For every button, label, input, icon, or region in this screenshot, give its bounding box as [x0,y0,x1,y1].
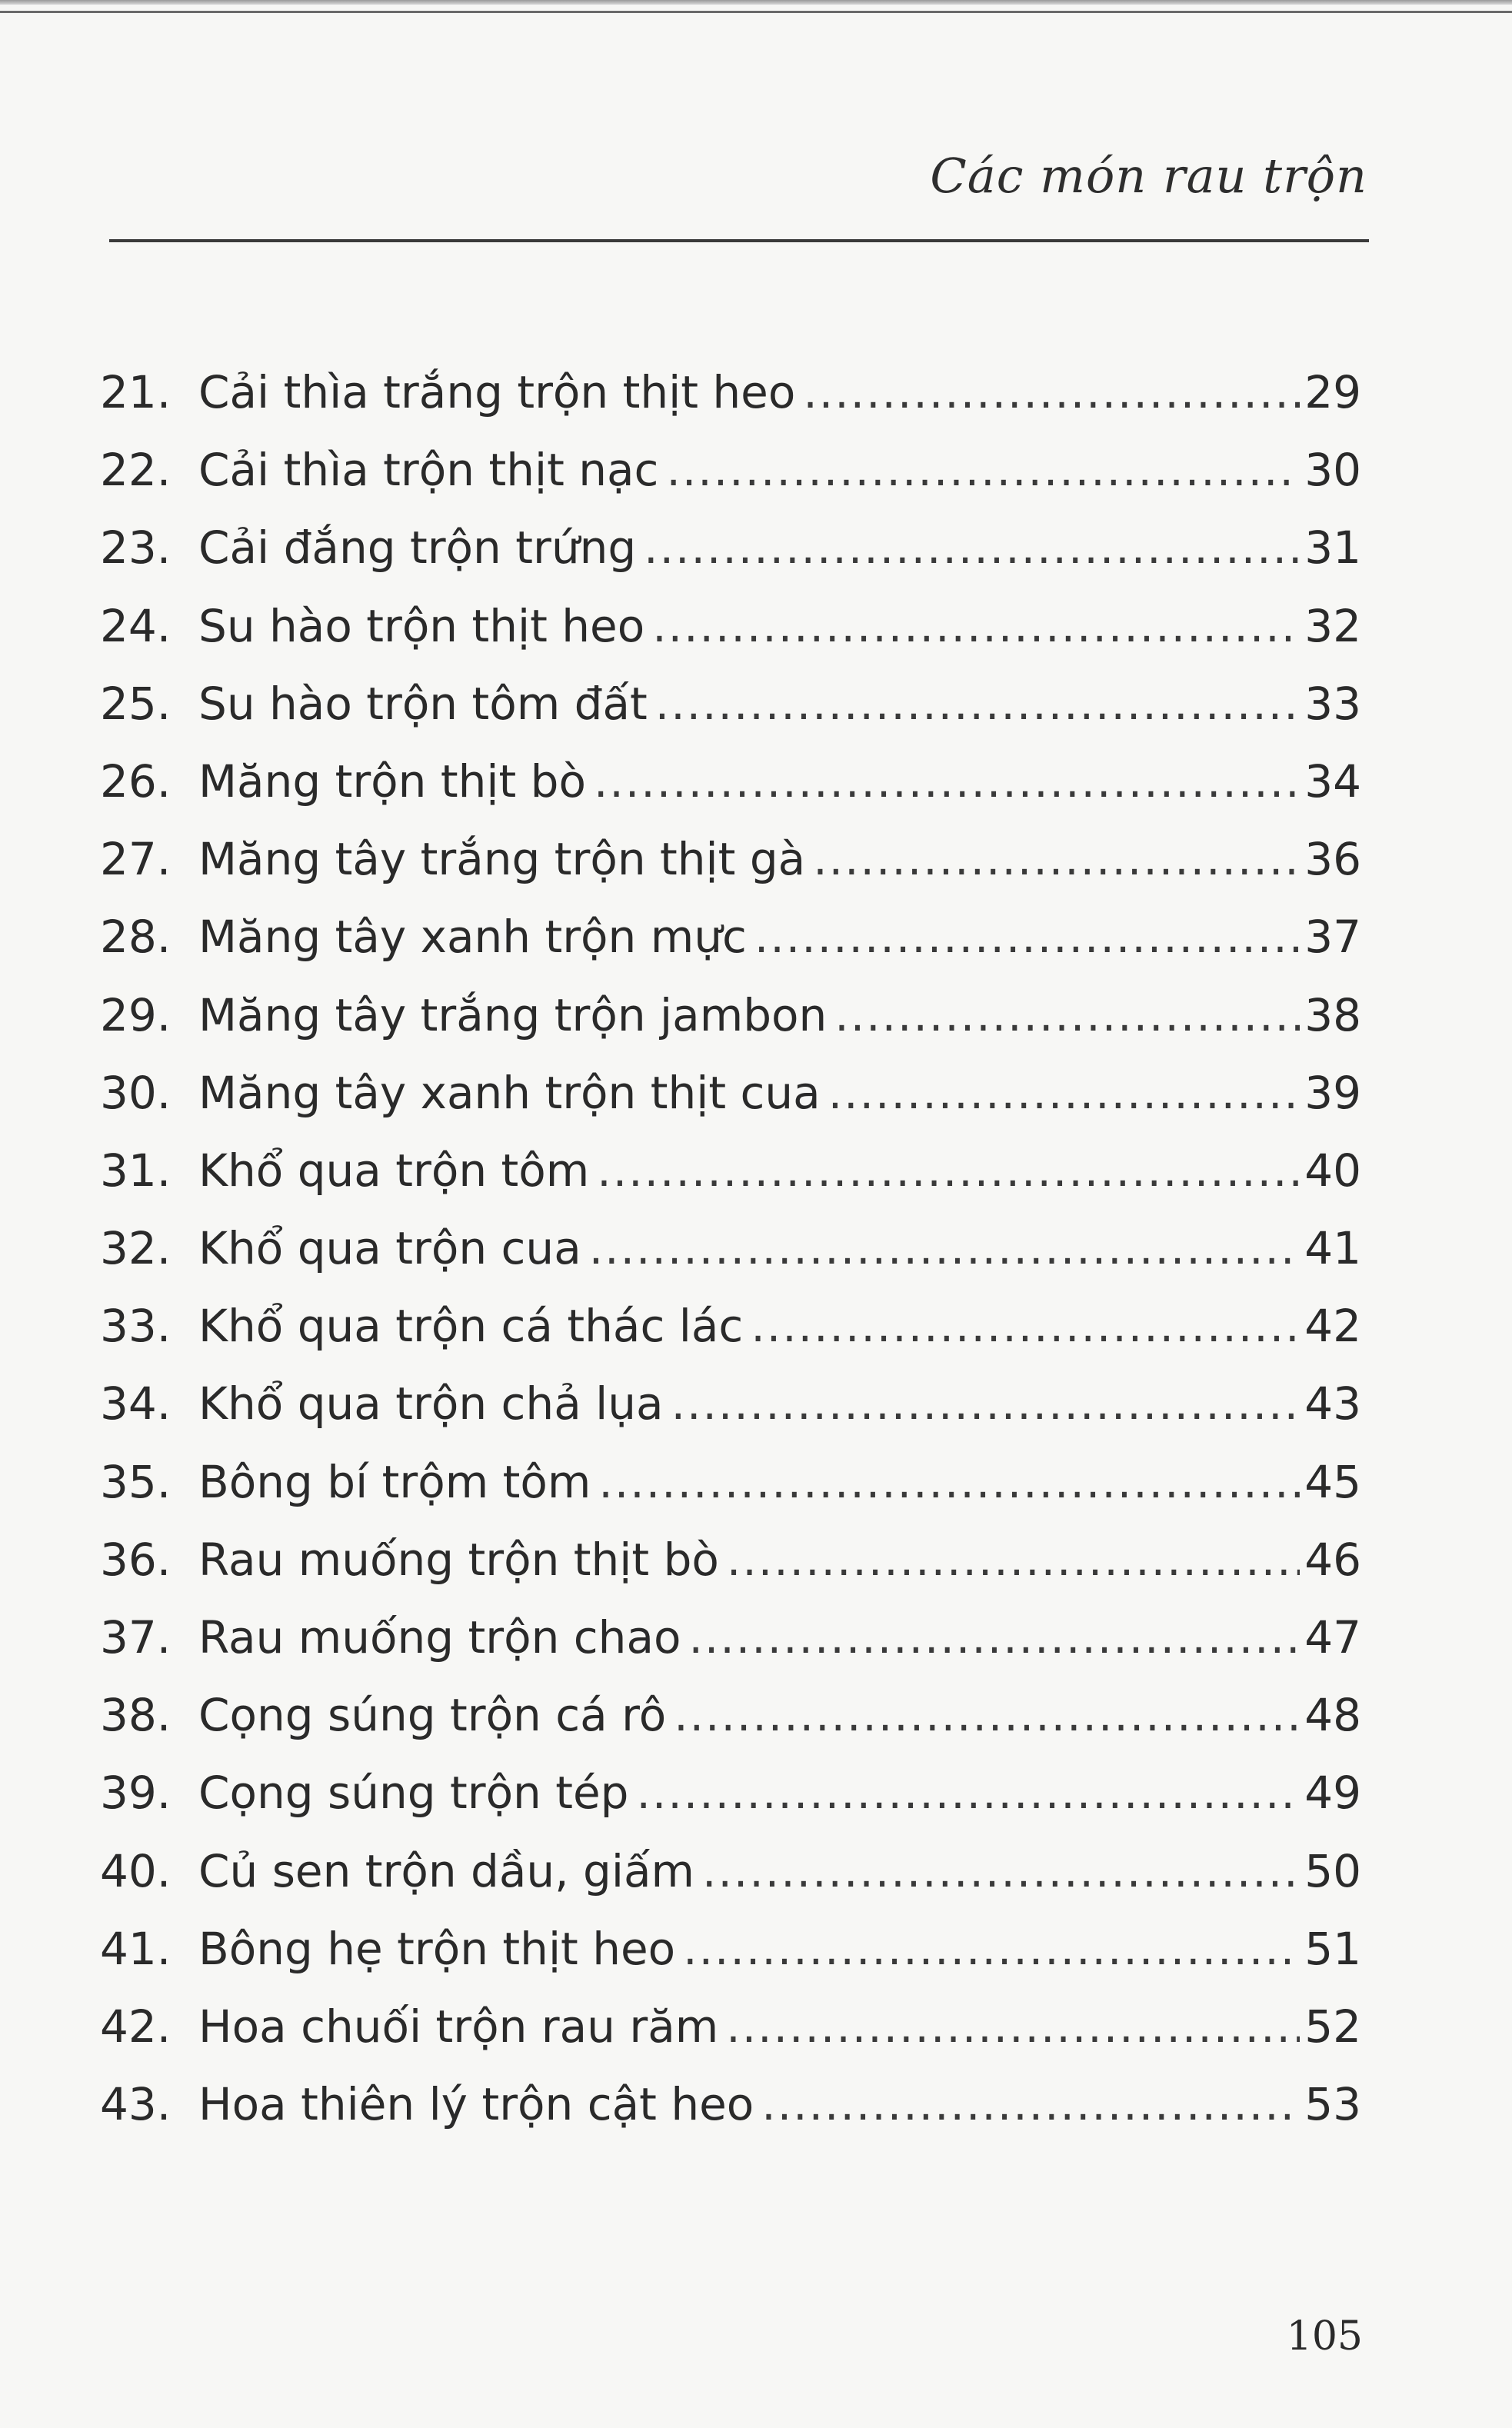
toc-entry-page: 29 [1304,366,1361,418]
toc-entry [100,431,1361,509]
toc-entry-title: Su hào trộn tôm đất [198,677,648,730]
toc-entry-page: 30 [1304,444,1361,497]
toc-entry-title: Su hào trộn thịt heo [198,599,645,652]
toc-entry-title: Măng trộn thịt bò [198,754,586,808]
toc-entry-page: 36 [1304,833,1361,886]
toc-entry [100,977,1361,1054]
toc-entry [100,1754,1361,1832]
toc-entry-page: 49 [1304,1767,1361,1820]
toc-entry-title: Cọng súng trộn cá rô [198,1689,667,1742]
toc-entry-title: Măng tây trắng trộn jambon [198,988,828,1041]
toc-dot-leader [751,1287,1300,1365]
toc-entry [100,1054,1361,1132]
toc-entry-page: 43 [1304,1377,1361,1430]
toc-dot-leader [688,1599,1300,1677]
toc-entry [100,1132,1361,1210]
toc-dot-leader [671,1365,1301,1443]
toc-entry-number: 35. [100,1455,172,1508]
toc-entry [100,1833,1361,1910]
page-number: 105 [1286,2313,1363,2360]
toc-entry-number: 25. [100,677,172,730]
running-header: Các món rau trộn [930,148,1367,204]
toc-dot-leader [674,1677,1300,1754]
toc-entry [100,1365,1361,1443]
toc-entry [100,1444,1361,1521]
toc-dot-leader [761,2066,1300,2143]
table-of-contents [100,354,1361,2143]
toc-entry-page: 48 [1304,1689,1361,1742]
toc-entry-page: 53 [1304,2078,1361,2131]
toc-entry-number: 39. [100,1767,172,1820]
toc-entry-number: 23. [100,521,172,575]
toc-entry-title: Cải đắng trộn trứng [198,521,637,575]
toc-dot-leader [813,821,1300,898]
toc-entry-title: Khổ qua trộn chả lụa [198,1377,664,1430]
toc-entry-title: Rau muống trộn chao [198,1611,681,1664]
toc-dot-leader [637,1754,1301,1832]
toc-entry-title: Khổ qua trộn cua [198,1222,581,1275]
toc-entry-number: 22. [100,444,172,497]
header-rule [109,239,1369,242]
toc-entry-page: 46 [1304,1533,1361,1586]
toc-entry-page: 39 [1304,1066,1361,1119]
toc-entry [100,1910,1361,1988]
toc-entry [100,588,1361,665]
toc-dot-leader [655,665,1300,743]
toc-entry-page: 31 [1304,521,1361,575]
toc-dot-leader [754,898,1300,976]
toc-entry-title: Cọng súng trộn tép [198,1767,629,1820]
toc-entry [100,2066,1361,2143]
toc-entry [100,509,1361,587]
toc-entry-number: 28. [100,911,172,964]
toc-dot-leader [702,1833,1300,1910]
toc-entry-page: 32 [1304,599,1361,652]
toc-entry-page: 41 [1304,1222,1361,1275]
toc-entry-number: 26. [100,754,172,808]
toc-dot-leader [726,1988,1300,2066]
toc-dot-leader [834,977,1300,1054]
toc-dot-leader [666,431,1300,509]
toc-entry-number: 38. [100,1689,172,1742]
toc-entry-title: Bông bí trộm tôm [198,1455,591,1508]
toc-entry-number: 33. [100,1300,172,1353]
scan-top-edge [0,0,1512,5]
toc-entry-title: Măng tây xanh trộn thịt cua [198,1066,821,1119]
toc-dot-leader [803,354,1300,431]
toc-entry-page: 38 [1304,988,1361,1041]
toc-entry-page: 42 [1304,1300,1361,1353]
toc-entry [100,1677,1361,1754]
toc-dot-leader [828,1054,1300,1132]
toc-entry-page: 50 [1304,1844,1361,1897]
toc-entry-title: Khổ qua trộn cá thác lác [198,1300,744,1353]
toc-entry-page: 33 [1304,677,1361,730]
toc-entry [100,821,1361,898]
toc-entry-number: 40. [100,1844,172,1897]
toc-entry-number: 31. [100,1144,172,1197]
toc-entry-title: Bông hẹ trộn thịt heo [198,1922,676,1975]
toc-entry [100,1599,1361,1677]
toc-dot-leader [597,1132,1300,1210]
toc-entry-title: Cải thìa trộn thịt nạc [198,444,659,497]
toc-entry [100,898,1361,976]
toc-entry-page: 40 [1304,1144,1361,1197]
toc-dot-leader [683,1910,1300,1988]
toc-entry-number: 36. [100,1533,172,1586]
toc-dot-leader [727,1521,1300,1599]
toc-entry-page: 52 [1304,2000,1361,2053]
toc-entry [100,665,1361,743]
toc-entry [100,743,1361,821]
toc-entry-title: Rau muống trộn thịt bò [198,1533,719,1586]
toc-entry [100,1287,1361,1365]
toc-entry-page: 34 [1304,754,1361,808]
toc-entry-number: 37. [100,1611,172,1664]
toc-dot-leader [589,1210,1300,1287]
toc-entry-title: Hoa chuối trộn rau răm [198,2000,719,2053]
toc-dot-leader [644,509,1300,587]
toc-entry-title: Măng tây trắng trộn thịt gà [198,833,806,886]
toc-entry-page: 37 [1304,911,1361,964]
toc-entry-number: 41. [100,1922,172,1975]
toc-entry-title: Măng tây xanh trộn mực [198,911,747,964]
toc-entry-page: 51 [1304,1922,1361,1975]
toc-entry [100,354,1361,431]
toc-entry-number: 30. [100,1066,172,1119]
toc-entry-page: 45 [1304,1455,1361,1508]
toc-dot-leader [652,588,1300,665]
toc-entry-title: Củ sen trộn dầu, giấm [198,1844,695,1897]
toc-dot-leader [594,743,1300,821]
toc-entry-title: Hoa thiên lý trộn cật heo [198,2078,754,2131]
toc-entry [100,1988,1361,2066]
toc-entry-number: 42. [100,2000,172,2053]
toc-entry-number: 32. [100,1222,172,1275]
toc-entry-page: 47 [1304,1611,1361,1664]
toc-entry-title: Khổ qua trộn tôm [198,1144,590,1197]
toc-entry [100,1210,1361,1287]
toc-entry-title: Cải thìa trắng trộn thịt heo [198,366,796,418]
toc-dot-leader [598,1444,1300,1521]
toc-entry-number: 34. [100,1377,172,1430]
toc-entry-number: 24. [100,599,172,652]
toc-entry-number: 43. [100,2078,172,2131]
toc-entry-number: 29. [100,988,172,1041]
toc-entry [100,1521,1361,1599]
scan-top-line [0,11,1512,13]
toc-entry-number: 21. [100,366,172,418]
toc-entry-number: 27. [100,833,172,886]
